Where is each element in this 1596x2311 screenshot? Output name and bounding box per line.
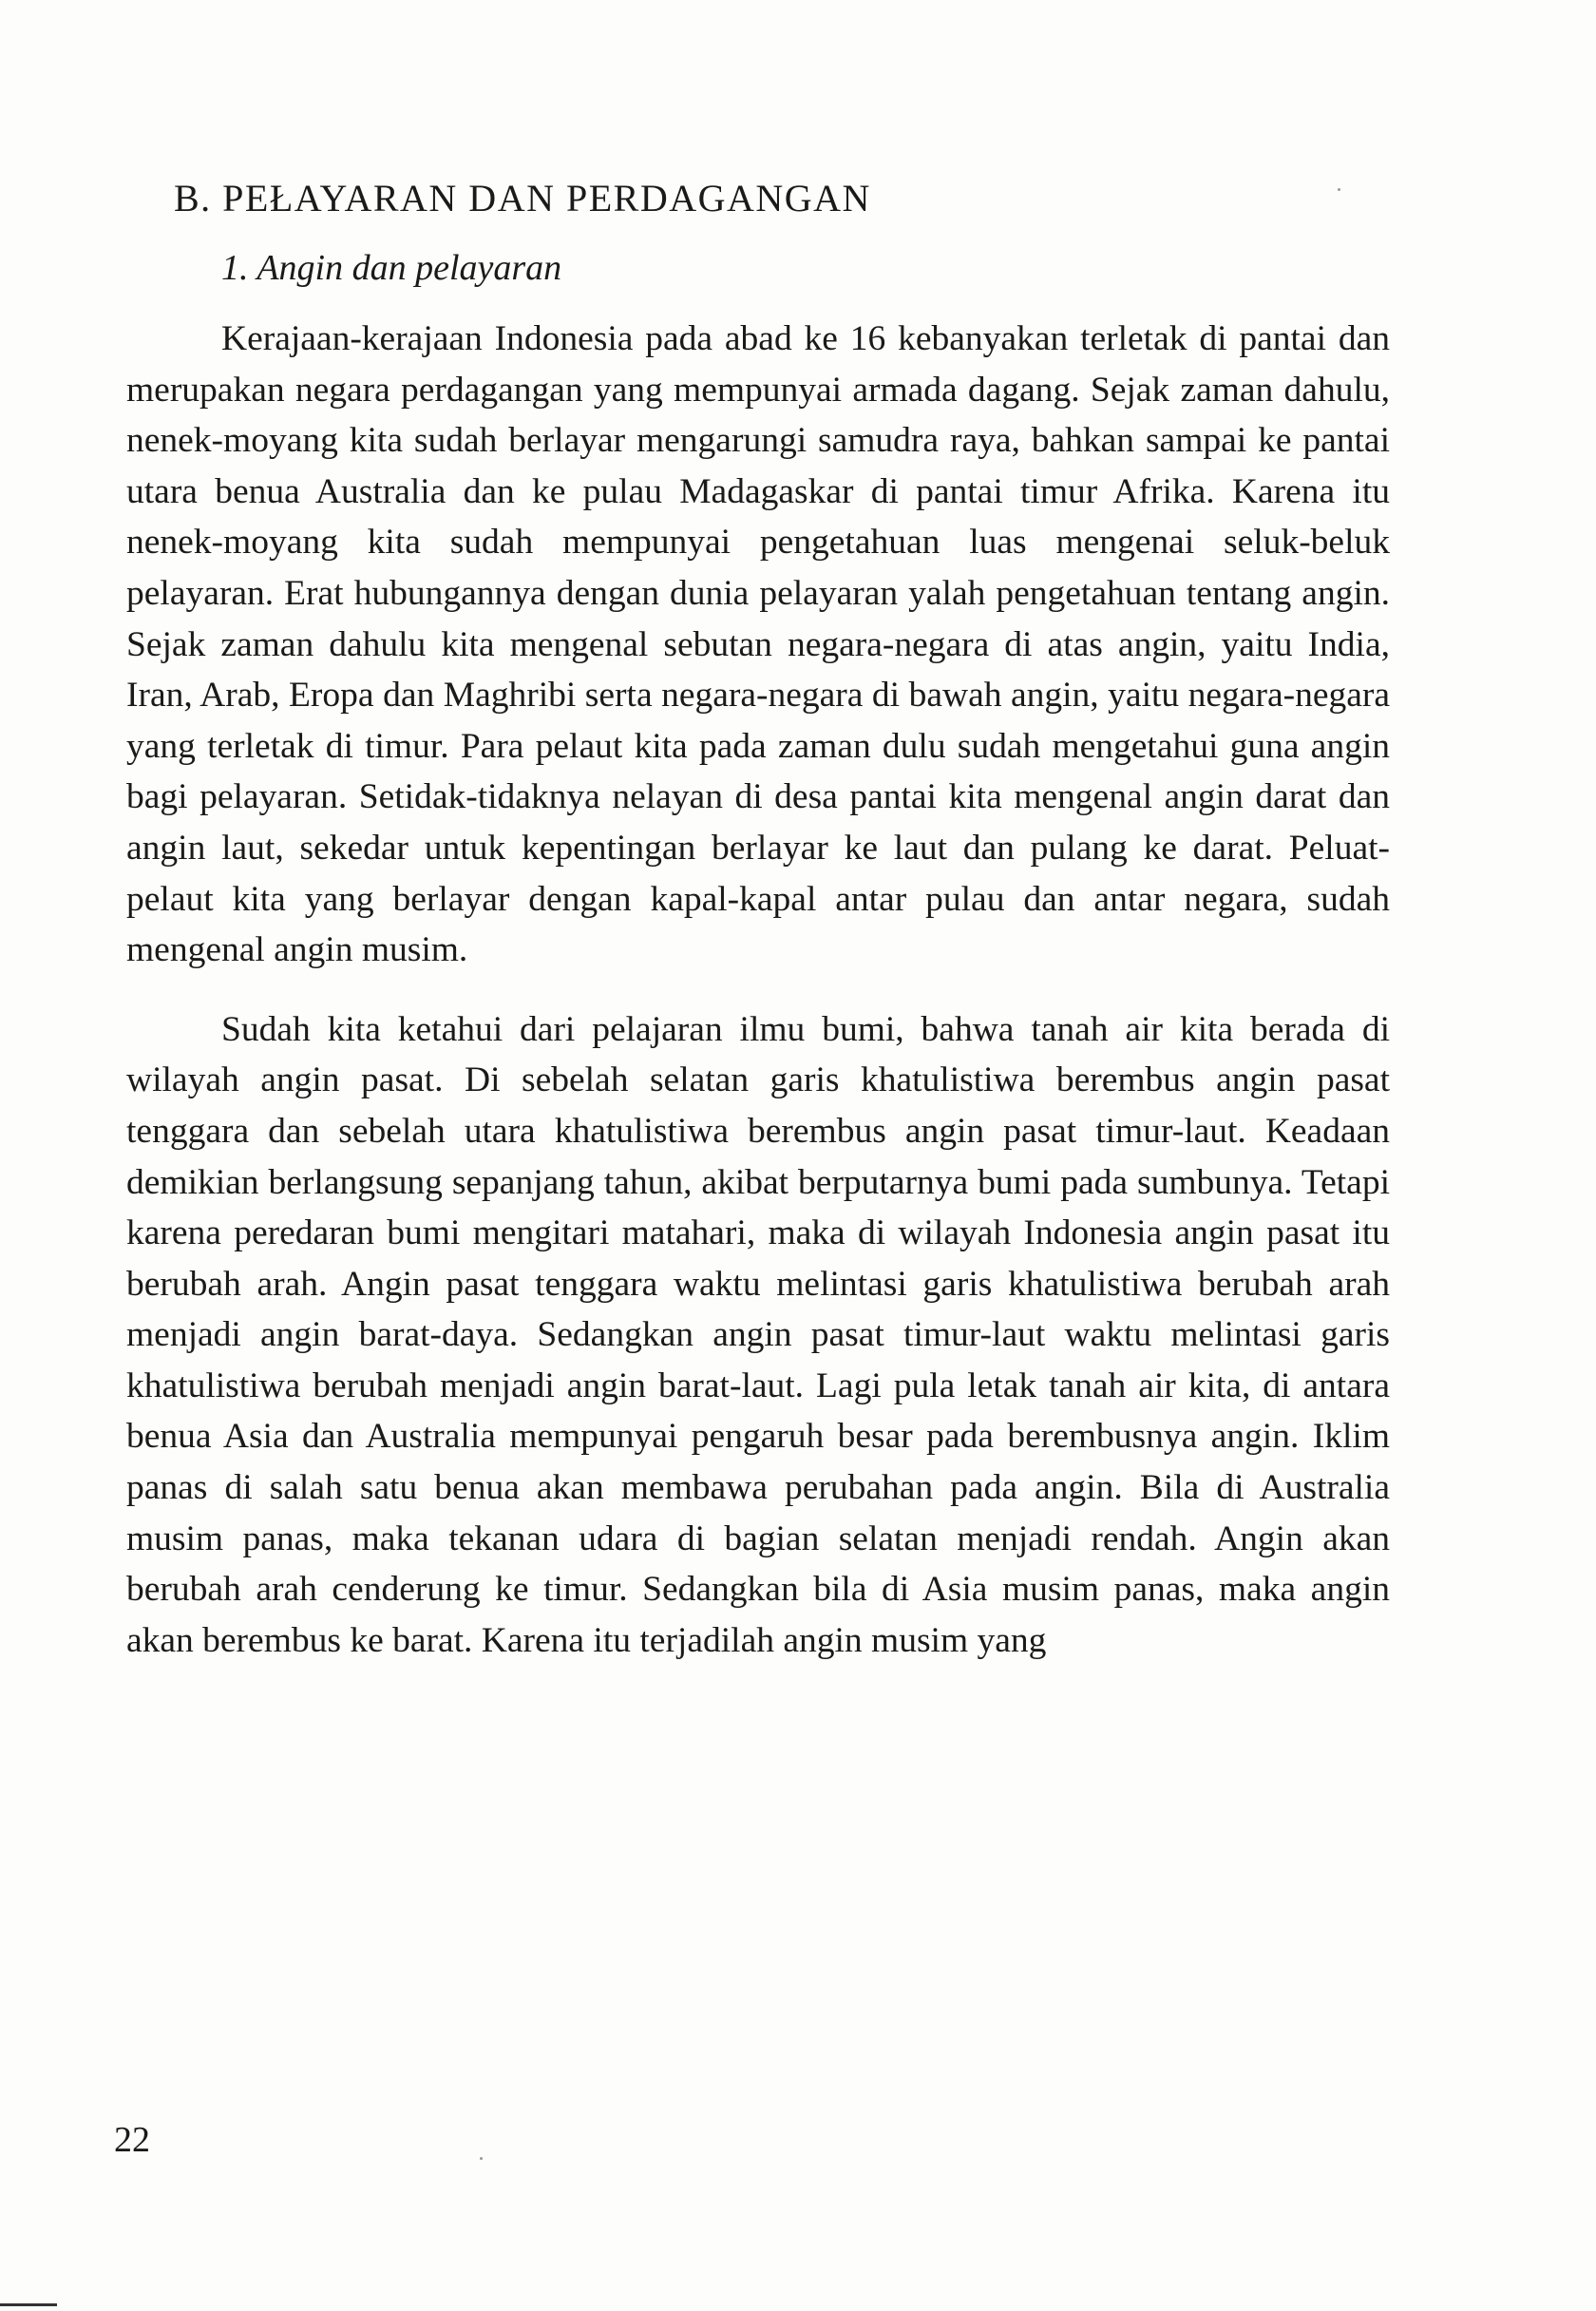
paragraph: Sudah kita ketahui dari pelajaran ilmu bumi, bahwa tanah air kita berada di wilayah angin pasat. Di sebelah selatan garis khatulistiwa berembus angin pasat tenggara dan sebelah utara khatulistiwa berembus angin pasat timur-laut. Keadaan demikian berlangsung sepanjang tahun, akibat berputarnya bumi pada sumbunya. Tetapi karena peredaran bumi mengitari matahari, maka di wilayah Indonesia angin pasat itu berubah arah. Angin pasat tenggara waktu melintasi garis khatulistiwa berubah arah menjadi angin barat-daya. Sedangkan angin pasat timur-laut waktu melintasi garis khatulistiwa berubah menjadi angin barat-laut. Lagi pula letak tanah air kita, di antara benua Asia dan Australia mempunyai pengaruh besar pada berembusnya angin. Iklim panas di salah satu benua akan membawa perubahan pada angin. Bila di Australia musim panas, maka tekanan udara di bagian selatan menjadi rendah. Angin akan berubah arah cenderung ke timur. Sedangkan bila di Asia musim panas, maka angin akan berembus ke barat. Karena itu terjadilah angin musim yang [126, 1009, 1390, 1660]
sub-heading: 1. Angin dan pelayaran [221, 248, 562, 288]
section-heading: B. PEŁAYARAN DAN PERDAGANGAN [174, 177, 871, 220]
scan-edge-mark [0, 2303, 57, 2306]
page-number: 22 [114, 2120, 150, 2160]
body-text [126, 314, 1390, 1666]
scan-speck [480, 2157, 483, 2160]
scan-speck [1338, 188, 1340, 191]
paragraph: Kerajaan-kerajaan Indonesia pada abad ke 16 kebanyakan terletak di pantai dan merupakan negara perdagangan yang mempunyai armada dagang. Sejak zaman dahulu, nenek-moyang kita sudah berlayar mengarungi samudra raya, bahkan sampai ke pantai utara benua Australia dan ke pulau Madagaskar di pantai timur Afrika. Karena itu nenek-moyang kita sudah mempunyai pengetahuan luas mengenai seluk-beluk pelayaran. Erat hubungannya dengan dunia pelayaran yalah pengetahuan tentang angin. Sejak zaman dahulu kita mengenal sebutan negara-negara di atas angin, yaitu India, Iran, Arab, Eropa dan Maghribi serta negara-negara di bawah angin, yaitu negara-negara yang terletak di timur. Para pelaut kita pada zaman dulu sudah mengetahui guna angin bagi pelayaran. Setidak-tidaknya nelayan di desa pantai kita mengenal angin darat dan angin laut, sekedar untuk kepentingan berlayar ke laut dan pulang ke darat. Peluat-pelaut kita yang berlayar dengan kapal-kapal antar pulau dan antar negara, sudah mengenal angin musim. [126, 319, 1390, 970]
